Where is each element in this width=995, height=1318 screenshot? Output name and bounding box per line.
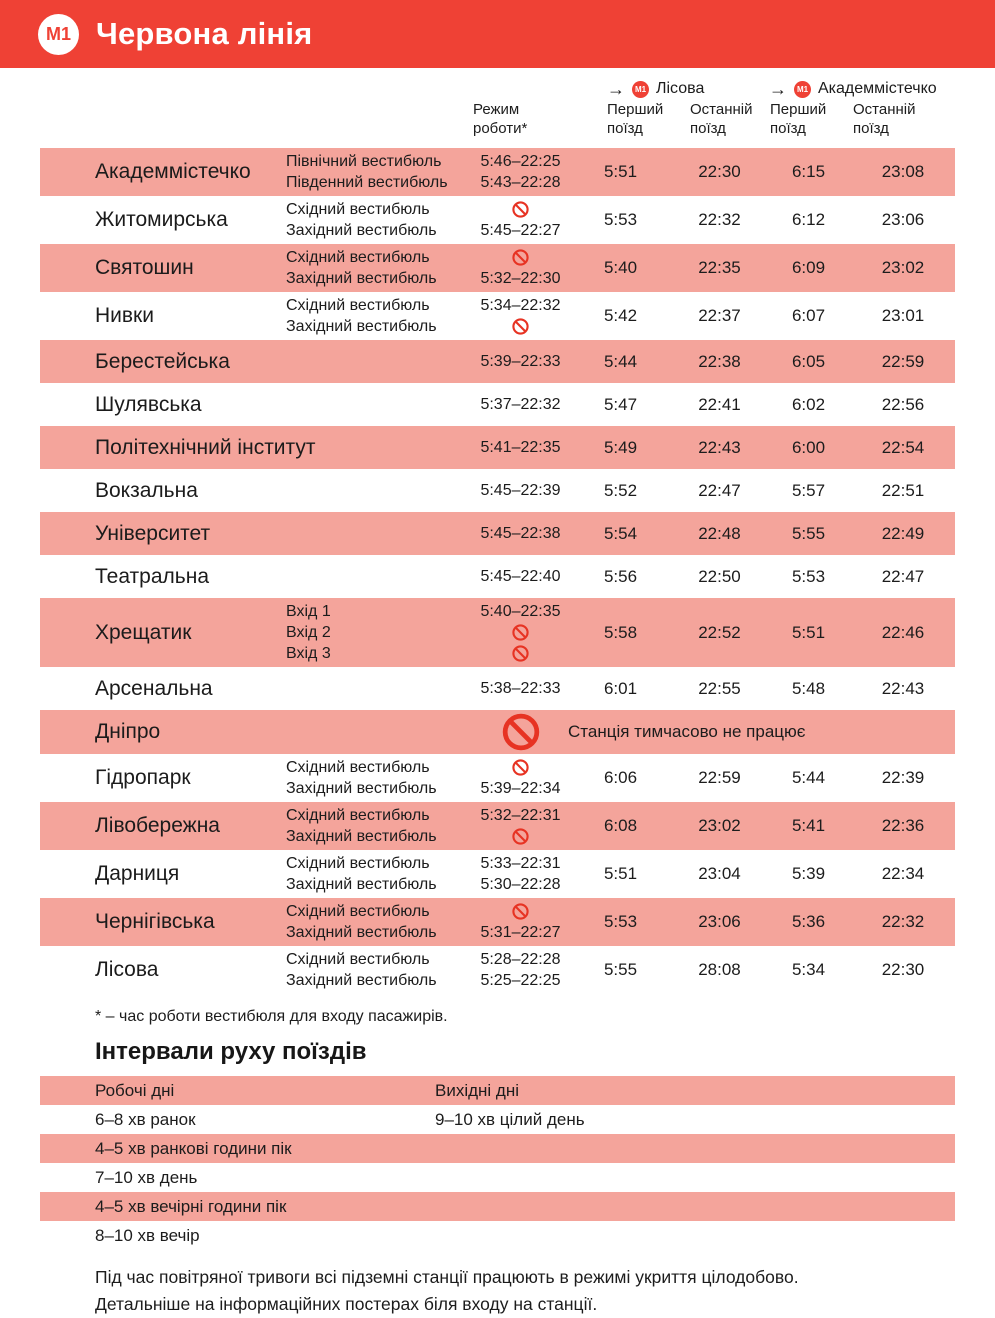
time-to-akadem-first: 6:00 bbox=[791, 437, 826, 457]
interval-row bbox=[40, 1076, 955, 1105]
time-to-akadem-first: 5:41 bbox=[791, 816, 826, 835]
operating-hours: 5:38–22:33 bbox=[480, 679, 561, 697]
operating-hours bbox=[473, 903, 568, 920]
vestibule-line bbox=[283, 901, 568, 922]
station-closed-note: Станція тимчасово не працює bbox=[568, 722, 806, 741]
time-to-lisova-last: 22:30 bbox=[698, 162, 741, 181]
station-row bbox=[40, 802, 955, 850]
station-row bbox=[40, 426, 955, 469]
station-row bbox=[40, 148, 955, 196]
page-title: Червона лінія bbox=[96, 16, 313, 51]
time-to-akadem-last: 22:49 bbox=[881, 523, 925, 543]
operating-hours: 5:30–22:28 bbox=[480, 875, 561, 893]
col-header-first-train-lisova: Перший поїзд bbox=[607, 101, 664, 137]
vestibule-line bbox=[283, 601, 568, 622]
station-row bbox=[40, 598, 955, 667]
intervals-table bbox=[40, 1076, 955, 1250]
operating-hours bbox=[473, 645, 568, 662]
time-to-akadem-last: 22:47 bbox=[881, 566, 925, 586]
vestibule-label: Вхід 1 bbox=[286, 602, 331, 620]
station-name: Дніпро bbox=[95, 720, 161, 743]
time-to-lisova-last: 22:55 bbox=[698, 678, 741, 698]
operating-hours bbox=[473, 759, 568, 776]
station-name: Театральна bbox=[95, 564, 209, 588]
time-to-akadem-last: 22:30 bbox=[881, 960, 925, 979]
station-row bbox=[40, 244, 955, 292]
col-header-last-train-lisova: Останній поїзд bbox=[690, 101, 753, 137]
interval-row bbox=[40, 1134, 955, 1163]
vestibule-line bbox=[283, 874, 568, 895]
vestibule-label: Східний вестибюль bbox=[286, 248, 430, 266]
line-badge-label: М1 bbox=[45, 23, 71, 44]
time-to-akadem-last: 22:39 bbox=[881, 768, 925, 787]
vestibule-line bbox=[283, 268, 568, 289]
m1-line-icon bbox=[632, 81, 649, 98]
direction-header-akademmistechko bbox=[769, 80, 937, 98]
m1-line-icon bbox=[794, 81, 811, 98]
station-name: Житомирська bbox=[95, 208, 228, 231]
time-to-akadem-last: 22:54 bbox=[881, 437, 925, 457]
time-to-akadem-last: 22:46 bbox=[881, 622, 925, 642]
no-entry-icon bbox=[512, 201, 529, 218]
station-row bbox=[40, 555, 955, 598]
interval-row bbox=[40, 1192, 955, 1221]
time-to-akadem-last: 22:43 bbox=[881, 678, 925, 698]
vestibule-line bbox=[283, 778, 568, 799]
time-to-lisova-last: 22:52 bbox=[698, 622, 741, 642]
operating-hours: 5:43–22:28 bbox=[480, 173, 561, 191]
station-row bbox=[40, 340, 955, 383]
interval-weekday: 4–5 хв вечірні години пік bbox=[95, 1196, 287, 1216]
no-entry-icon bbox=[512, 624, 529, 641]
station-hours-cell bbox=[283, 520, 568, 547]
vestibule-line bbox=[283, 757, 568, 778]
station-hours-cell bbox=[283, 348, 568, 375]
interval-weekday: 7–10 хв день bbox=[95, 1167, 198, 1187]
time-to-lisova-first: 5:47 bbox=[603, 394, 638, 414]
station-name: Університет bbox=[95, 521, 211, 545]
vestibule-label: Східний вестибюль bbox=[286, 950, 430, 968]
vestibule-line bbox=[283, 826, 568, 847]
station-name: Шулявська bbox=[95, 392, 202, 416]
no-entry-icon bbox=[512, 828, 529, 845]
operating-hours: 5:45–22:40 bbox=[480, 567, 561, 585]
time-to-akadem-last: 22:32 bbox=[881, 912, 925, 931]
operating-hours bbox=[473, 249, 568, 266]
station-row bbox=[40, 196, 955, 244]
interval-weekday: 8–10 хв вечір bbox=[95, 1225, 200, 1245]
vestibule-label: Західний вестибюль bbox=[286, 269, 437, 287]
operating-hours bbox=[473, 828, 568, 845]
vestibule-line bbox=[283, 151, 568, 172]
station-hours-cell bbox=[283, 802, 568, 850]
vestibule-label: Західний вестибюль bbox=[286, 923, 437, 941]
m1-badge-label: М1 bbox=[796, 84, 809, 94]
time-to-lisova-first: 5:52 bbox=[603, 480, 638, 500]
vestibule-line bbox=[283, 622, 568, 643]
time-to-akadem-first: 6:15 bbox=[791, 162, 826, 181]
interval-weekend: 9–10 хв цілий день bbox=[435, 1109, 585, 1129]
time-to-akadem-last: 22:56 bbox=[881, 394, 925, 414]
direction-header-lisova bbox=[607, 80, 704, 98]
station-hours-cell bbox=[283, 946, 568, 994]
vestibule-label: Західний вестибюль bbox=[286, 875, 437, 893]
vestibule-line bbox=[283, 643, 568, 664]
station-row bbox=[40, 754, 955, 802]
operating-hours: 5:32–22:30 bbox=[480, 269, 561, 287]
no-entry-icon bbox=[502, 713, 540, 751]
operating-hours bbox=[473, 624, 568, 641]
time-to-akadem-first: 6:05 bbox=[791, 351, 826, 371]
vestibule-line bbox=[283, 566, 568, 587]
time-to-lisova-first: 5:53 bbox=[603, 912, 638, 931]
station-row bbox=[40, 383, 955, 426]
vestibule-line bbox=[283, 678, 568, 699]
time-to-lisova-last: 23:02 bbox=[698, 816, 741, 835]
time-to-lisova-first: 5:51 bbox=[603, 162, 638, 181]
time-to-akadem-first: 5:57 bbox=[791, 480, 826, 500]
time-to-akadem-first: 5:51 bbox=[791, 622, 826, 642]
interval-weekday: Робочі дні bbox=[95, 1080, 175, 1100]
interval-row bbox=[40, 1221, 955, 1250]
time-to-lisova-first: 5:56 bbox=[603, 566, 638, 586]
station-hours-cell bbox=[283, 754, 568, 802]
vestibule-line bbox=[283, 295, 568, 316]
time-to-lisova-first: 5:53 bbox=[603, 210, 638, 229]
operating-hours: 5:45–22:38 bbox=[480, 524, 561, 542]
interval-row bbox=[40, 1163, 955, 1192]
station-name: Лівобережна bbox=[95, 814, 220, 837]
station-row bbox=[40, 710, 955, 754]
time-to-akadem-last: 23:08 bbox=[881, 162, 925, 181]
time-to-akadem-last: 23:06 bbox=[881, 210, 925, 229]
col-header-last-train-akadem: Останній поїзд bbox=[853, 101, 916, 137]
vestibule-label: Західний вестибюль bbox=[286, 827, 437, 845]
time-to-lisova-first: 5:54 bbox=[603, 523, 638, 543]
vestibule-line bbox=[283, 970, 568, 991]
operating-hours: 5:25–22:25 bbox=[480, 971, 561, 989]
interval-weekday: 6–8 хв ранок bbox=[95, 1109, 196, 1129]
vestibule-line bbox=[283, 922, 568, 943]
time-to-lisova-first: 5:55 bbox=[603, 960, 638, 979]
station-hours-cell bbox=[283, 898, 568, 946]
interval-weekend: Вихідні дні bbox=[435, 1080, 520, 1100]
time-to-akadem-first: 5:48 bbox=[791, 678, 826, 698]
vestibule-label: Західний вестибюль bbox=[286, 317, 437, 335]
col-header-operating-mode: Режим роботи* bbox=[473, 101, 528, 137]
time-to-akadem-first: 6:09 bbox=[791, 258, 826, 277]
time-to-akadem-last: 22:59 bbox=[881, 351, 925, 371]
vestibule-line bbox=[283, 853, 568, 874]
vestibule-line bbox=[283, 199, 568, 220]
vestibule-label: Східний вестибюль bbox=[286, 296, 430, 314]
alert-line1: Під час повітряної тривоги всі підземні станції працюють в режимі укриття цілодобово. bbox=[95, 1267, 799, 1287]
station-hours-cell bbox=[283, 434, 568, 461]
vestibule-line bbox=[283, 220, 568, 241]
vestibule-label: Південний вестибюль bbox=[286, 173, 448, 191]
station-hours-cell bbox=[283, 244, 568, 292]
vestibule-line bbox=[283, 394, 568, 415]
vestibule-line bbox=[283, 172, 568, 193]
station-row bbox=[40, 946, 955, 994]
interval-weekday: 4–5 хв ранкові години пік bbox=[95, 1138, 292, 1158]
time-to-akadem-first: 6:07 bbox=[791, 306, 826, 325]
time-to-akadem-first: 6:02 bbox=[791, 394, 826, 414]
station-name: Академмістечко bbox=[95, 160, 251, 183]
time-to-lisova-first: 5:44 bbox=[603, 351, 638, 371]
time-to-lisova-first: 5:51 bbox=[603, 864, 638, 883]
time-to-lisova-last: 23:04 bbox=[698, 864, 741, 883]
station-row bbox=[40, 292, 955, 340]
time-to-lisova-first: 6:01 bbox=[603, 678, 638, 698]
vestibule-label: Східний вестибюль bbox=[286, 806, 430, 824]
station-name: Лісова bbox=[95, 958, 159, 981]
time-to-lisova-first: 5:40 bbox=[603, 258, 638, 277]
time-to-lisova-last: 22:41 bbox=[698, 394, 741, 414]
operating-hours: 5:41–22:35 bbox=[480, 438, 561, 456]
station-row bbox=[40, 850, 955, 898]
vestibule-line bbox=[283, 247, 568, 268]
station-row bbox=[40, 667, 955, 710]
operating-hours bbox=[473, 713, 568, 751]
station-name: Берестейська bbox=[95, 349, 230, 373]
operating-hours: 5:37–22:32 bbox=[480, 395, 561, 413]
time-to-lisova-last: 22:47 bbox=[698, 480, 741, 500]
station-hours-cell bbox=[283, 563, 568, 590]
vestibule-label: Вхід 3 bbox=[286, 644, 331, 662]
time-to-lisova-last: 22:38 bbox=[698, 351, 741, 371]
station-hours-cell bbox=[283, 391, 568, 418]
vestibule-label: Вхід 2 bbox=[286, 623, 331, 641]
time-to-akadem-first: 5:55 bbox=[791, 523, 826, 543]
no-entry-icon bbox=[512, 318, 529, 335]
operating-hours: 5:45–22:39 bbox=[480, 481, 561, 499]
time-to-lisova-first: 5:49 bbox=[603, 437, 638, 457]
time-to-lisova-first: 5:42 bbox=[603, 306, 638, 325]
station-row bbox=[40, 469, 955, 512]
station-name: Політехнічний інститут bbox=[95, 435, 316, 459]
station-hours-cell bbox=[283, 148, 568, 196]
operating-hours: 5:28–22:28 bbox=[480, 950, 561, 968]
vestibule-label: Східний вестибюль bbox=[286, 902, 430, 920]
time-to-lisova-last: 22:50 bbox=[698, 566, 741, 586]
station-hours-cell bbox=[283, 196, 568, 244]
time-to-lisova-first: 6:06 bbox=[603, 768, 638, 787]
vestibule-label: Західний вестибюль bbox=[286, 779, 437, 797]
operating-hours: 5:39–22:34 bbox=[480, 779, 561, 797]
time-to-akadem-first: 5:53 bbox=[791, 566, 826, 586]
time-to-akadem-first: 5:44 bbox=[791, 768, 826, 787]
vestibule-line bbox=[283, 949, 568, 970]
operating-hours: 5:40–22:35 bbox=[480, 602, 561, 620]
operating-hours: 5:32–22:31 bbox=[480, 806, 561, 824]
time-to-lisova-last: 22:48 bbox=[698, 523, 741, 543]
vestibule-label: Східний вестибюль bbox=[286, 854, 430, 872]
no-entry-icon bbox=[512, 645, 529, 662]
no-entry-icon bbox=[512, 249, 529, 266]
arrow-right-icon: → bbox=[769, 79, 787, 99]
vestibule-label: Східний вестибюль bbox=[286, 200, 430, 218]
time-to-akadem-first: 5:34 bbox=[791, 960, 826, 979]
station-name: Дарниця bbox=[95, 862, 180, 885]
operating-hours bbox=[473, 201, 568, 218]
operating-hours: 5:31–22:27 bbox=[480, 923, 561, 941]
air-alert-note bbox=[40, 1264, 955, 1318]
no-entry-icon bbox=[512, 903, 529, 920]
station-hours-cell bbox=[283, 477, 568, 504]
no-entry-icon bbox=[512, 759, 529, 776]
time-to-lisova-last: 22:32 bbox=[698, 210, 741, 229]
arrow-right-icon: → bbox=[607, 79, 625, 99]
vestibule-line bbox=[283, 480, 568, 501]
vestibule-line bbox=[283, 437, 568, 458]
vestibule-label: Північний вестибюль bbox=[286, 152, 442, 170]
vestibule-line bbox=[283, 351, 568, 372]
station-hours-cell bbox=[283, 598, 568, 667]
vestibule-label: Західний вестибюль bbox=[286, 221, 437, 239]
direction-label-lisova: Лісова bbox=[656, 80, 705, 97]
time-to-lisova-last: 22:35 bbox=[698, 258, 741, 277]
table-header bbox=[40, 80, 955, 144]
station-name: Гідропарк bbox=[95, 766, 191, 789]
station-name: Нивки bbox=[95, 304, 154, 327]
time-to-akadem-last: 23:02 bbox=[881, 258, 925, 277]
m1-badge-label: М1 bbox=[634, 84, 647, 94]
time-to-lisova-last: 28:08 bbox=[698, 960, 741, 979]
station-name: Хрещатик bbox=[95, 620, 192, 644]
station-hours-cell bbox=[283, 292, 568, 340]
time-to-akadem-first: 5:39 bbox=[791, 864, 826, 883]
station-name: Чернігівська bbox=[95, 910, 215, 933]
intervals-title: Інтервали руху поїздів bbox=[95, 1038, 367, 1065]
col-header-first-train-akadem: Перший поїзд bbox=[770, 101, 827, 137]
direction-label-akademmistechko: Академмістечко bbox=[818, 80, 937, 97]
station-hours-cell bbox=[283, 675, 568, 702]
stations-table bbox=[40, 148, 955, 994]
time-to-akadem-last: 22:34 bbox=[881, 864, 925, 883]
vestibule-line bbox=[283, 523, 568, 544]
time-to-lisova-last: 22:43 bbox=[698, 437, 741, 457]
time-to-lisova-last: 23:06 bbox=[698, 912, 741, 931]
time-to-lisova-first: 5:58 bbox=[603, 622, 638, 642]
vestibule-line bbox=[283, 316, 568, 337]
vestibule-label: Східний вестибюль bbox=[286, 758, 430, 776]
time-to-lisova-last: 22:59 bbox=[698, 768, 741, 787]
station-hours-cell bbox=[283, 710, 568, 754]
station-name: Вокзальна bbox=[95, 478, 198, 502]
interval-row bbox=[40, 1105, 955, 1134]
vestibule-line bbox=[283, 805, 568, 826]
time-to-akadem-first: 6:12 bbox=[791, 210, 826, 229]
time-to-lisova-last: 22:37 bbox=[698, 306, 741, 325]
station-name: Святошин bbox=[95, 256, 194, 279]
station-name: Арсенальна bbox=[95, 676, 213, 700]
alert-line2: Детальніше на інформаційних постерах біля входу на станції. bbox=[95, 1294, 598, 1315]
time-to-akadem-first: 5:36 bbox=[791, 912, 826, 931]
vestibule-label: Західний вестибюль bbox=[286, 971, 437, 989]
time-to-akadem-last: 22:36 bbox=[881, 816, 925, 835]
operating-hours: 5:46–22:25 bbox=[480, 152, 561, 170]
vestibule-line bbox=[283, 713, 568, 751]
station-row bbox=[40, 898, 955, 946]
footnote: * – час роботи вестибюля для входу пасажирів. bbox=[95, 1008, 448, 1025]
operating-hours bbox=[473, 318, 568, 335]
page-header bbox=[0, 0, 995, 68]
operating-hours: 5:34–22:32 bbox=[480, 296, 561, 314]
time-to-akadem-last: 23:01 bbox=[881, 306, 925, 325]
operating-hours: 5:33–22:31 bbox=[480, 854, 561, 872]
operating-hours: 5:39–22:33 bbox=[480, 352, 561, 370]
station-hours-cell bbox=[283, 850, 568, 898]
time-to-akadem-last: 22:51 bbox=[881, 480, 925, 500]
time-to-lisova-first: 6:08 bbox=[603, 816, 638, 835]
operating-hours: 5:45–22:27 bbox=[480, 221, 561, 239]
station-row bbox=[40, 512, 955, 555]
line-m1-badge-icon bbox=[38, 14, 79, 55]
